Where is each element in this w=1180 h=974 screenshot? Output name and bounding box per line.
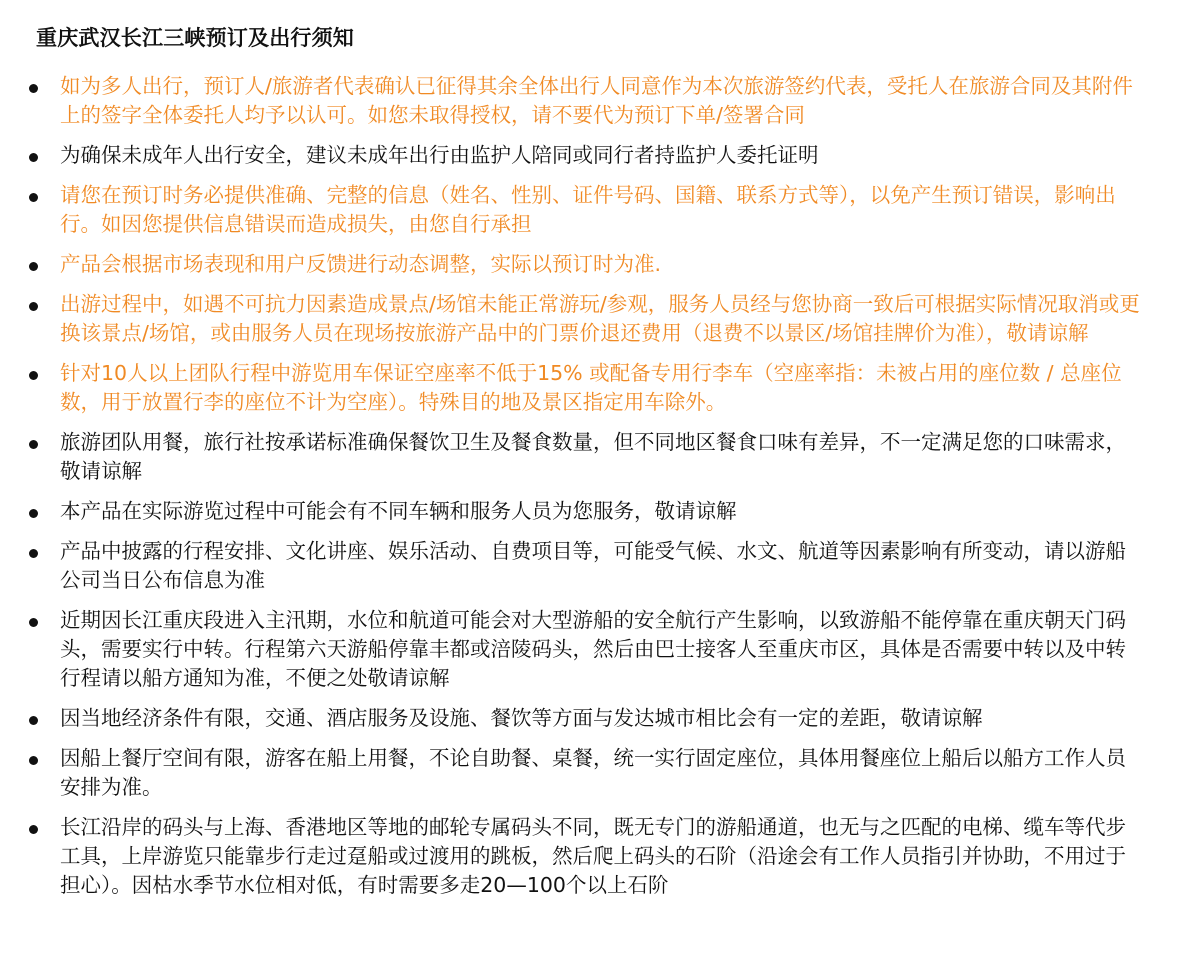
bullet-icon	[29, 302, 38, 311]
notice-item-9	[36, 537, 1144, 595]
notice-text: 针对10人以上团队行程中游览用车保证空座率不低于15% 或配备专用行李车（空座率指：未被占用的座位数 / 总座位数，用于放置行李的座位不计为空座）。特殊目的地及景区指定用车除外。	[60, 361, 1122, 414]
notice-item-13	[36, 813, 1144, 900]
bullet-icon	[29, 371, 38, 380]
notice-item-8	[36, 497, 1144, 526]
bullet-icon	[29, 618, 38, 627]
notice-text: 本产品在实际游览过程中可能会有不同车辆和服务人员为您服务，敬请谅解	[60, 499, 737, 523]
notice-text: 为确保未成年人出行安全，建议未成年出行由监护人陪同或同行者持监护人委托证明	[60, 143, 819, 167]
bullet-icon	[29, 509, 38, 518]
notice-text: 因船上餐厅空间有限，游客在船上用餐，不论自助餐、桌餐，统一实行固定座位，具体用餐座位上船后以船方工作人员安排为准。	[60, 746, 1126, 799]
notice-text: 旅游团队用餐，旅行社按承诺标准确保餐饮卫生及餐食数量，但不同地区餐食口味有差异，不一定满足您的口味需求，敬请谅解	[60, 430, 1126, 483]
notice-text: 长江沿岸的码头与上海、香港地区等地的邮轮专属码头不同，既无专门的游船通道，也无与之匹配的电梯、缆车等代步工具，上岸游览只能靠步行走过趸船或过渡用的跳板，然后爬上码头的石阶（沿途会有工作人员指引并协助，不用过于担心）。因枯水季节水位相对低，有时需要多走20—100个以上石阶	[60, 815, 1126, 897]
notice-item-12	[36, 744, 1144, 802]
bullet-icon	[29, 153, 38, 162]
notice-text: 出游过程中，如遇不可抗力因素造成景点/场馆未能正常游玩/参观，服务人员经与您协商一致后可根据实际情况取消或更换该景点/场馆，或由服务人员在现场按旅游产品中的门票价退还费用（退费不以景区/场馆挂牌价为准），敬请谅解	[60, 292, 1140, 345]
notice-text: 产品会根据市场表现和用户反馈进行动态调整，实际以预订时为准.	[60, 252, 662, 276]
bullet-icon	[29, 825, 38, 834]
notice-item-11	[36, 704, 1144, 733]
notice-text: 请您在预订时务必提供准确、完整的信息（姓名、性别、证件号码、国籍、联系方式等），以免产生预订错误，影响出行。如因您提供信息错误而造成损失，由您自行承担	[60, 183, 1116, 236]
notice-item-6	[36, 359, 1144, 417]
notice-item-1	[36, 72, 1144, 130]
notice-item-10	[36, 606, 1144, 693]
notice-item-2	[36, 141, 1144, 170]
bullet-icon	[29, 756, 38, 765]
bullet-icon	[29, 716, 38, 725]
notice-text: 因当地经济条件有限，交通、酒店服务及设施、餐饮等方面与发达城市相比会有一定的差距，敬请谅解	[60, 706, 983, 730]
bullet-icon	[29, 440, 38, 449]
notice-item-4	[36, 250, 1144, 279]
bullet-icon	[29, 84, 38, 93]
notice-text: 如为多人出行，预订人/旅游者代表确认已征得其余全体出行人同意作为本次旅游签约代表，受托人在旅游合同及其附件上的签字全体委托人均予以认可。如您未取得授权，请不要代为预订下单/签署合同	[60, 74, 1133, 127]
notice-item-7	[36, 428, 1144, 486]
bullet-icon	[29, 193, 38, 202]
document-title: 重庆武汉长江三峡预订及出行须知	[36, 26, 354, 50]
notice-item-3	[36, 181, 1144, 239]
notice-text: 近期因长江重庆段进入主汛期，水位和航道可能会对大型游船的安全航行产生影响，以致游船不能停靠在重庆朝天门码头，需要实行中转。行程第六天游船停靠丰都或涪陵码头，然后由巴士接客人至重庆市区，具体是否需要中转以及中转行程请以船方通知为准，不便之处敬请谅解	[60, 608, 1126, 690]
bullet-icon	[29, 549, 38, 558]
notice-item-5	[36, 290, 1144, 348]
bullet-icon	[29, 262, 38, 271]
notice-text: 产品中披露的行程安排、文化讲座、娱乐活动、自费项目等，可能受气候、水文、航道等因素影响有所变动，请以游船公司当日公布信息为准	[60, 539, 1126, 592]
notice-list	[36, 72, 1144, 900]
